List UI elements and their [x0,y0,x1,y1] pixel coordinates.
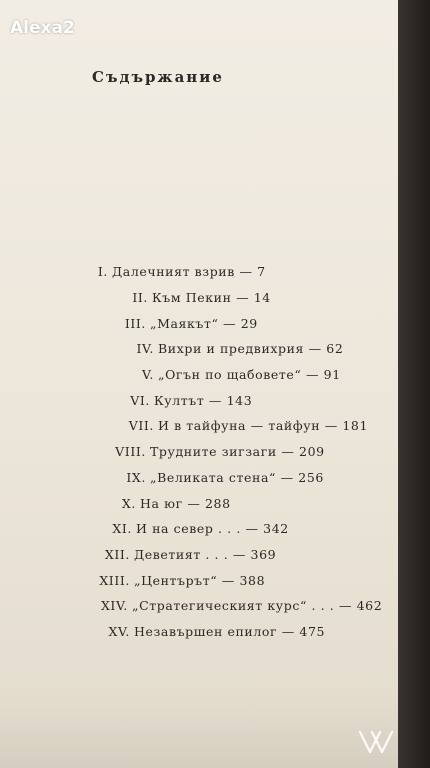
chapter-number: XII. [104,547,130,562]
book-cover-edge [398,0,430,768]
chapter-entry: И на север . . . — 342 [136,521,289,536]
chapter-entry: И в тайфуна — тайфун — 181 [158,418,369,433]
chapter-entry: Вихри и предвихрия — 62 [158,341,344,356]
chapter-number: IX. [126,470,146,485]
page-title: Съдържание [92,68,224,86]
chapter-number: XV. [108,624,130,639]
chapter-number: VIII. [115,444,146,459]
chapter-entry: Незавършен епилог — 475 [134,624,326,639]
chapter-entry: „Великата стена“ — 256 [150,470,324,485]
chapter-entry: На юг — 288 [140,496,231,511]
chapter-number: X. [121,496,136,511]
page-shadow [0,698,398,768]
chapter-entry: Далечният взрив — 7 [112,264,266,279]
seller-watermark: Alexa2 [10,18,75,38]
chapter-number: II. [132,290,148,305]
chapter-number: VII. [128,418,154,433]
bazar-logo [354,726,398,762]
chapter-number: V. [141,367,154,382]
chapter-number: XI. [112,521,132,536]
chapter-entry: „Стратегическият курс“ . . . — 462 [132,598,383,613]
chapter-number: XIV. [100,598,128,613]
chapter-number: VI. [130,393,150,408]
chapter-entry: „Огън по щабовете“ — 91 [158,367,341,382]
chapter-entry: „Центърът“ — 388 [134,573,266,588]
chapter-entry: Към Пекин — 14 [152,290,271,305]
chapter-entry: Трудните зигзаги — 209 [150,444,325,459]
chapter-entry: Деветият . . . — 369 [134,547,277,562]
chapter-number: XIII. [99,573,130,588]
chapter-entry: „Маякът“ — 29 [150,316,258,331]
chapter-entry: Култът — 143 [154,393,253,408]
chapter-number: I. [97,264,108,279]
chapter-number: III. [124,316,146,331]
chapter-number: IV. [136,341,154,356]
